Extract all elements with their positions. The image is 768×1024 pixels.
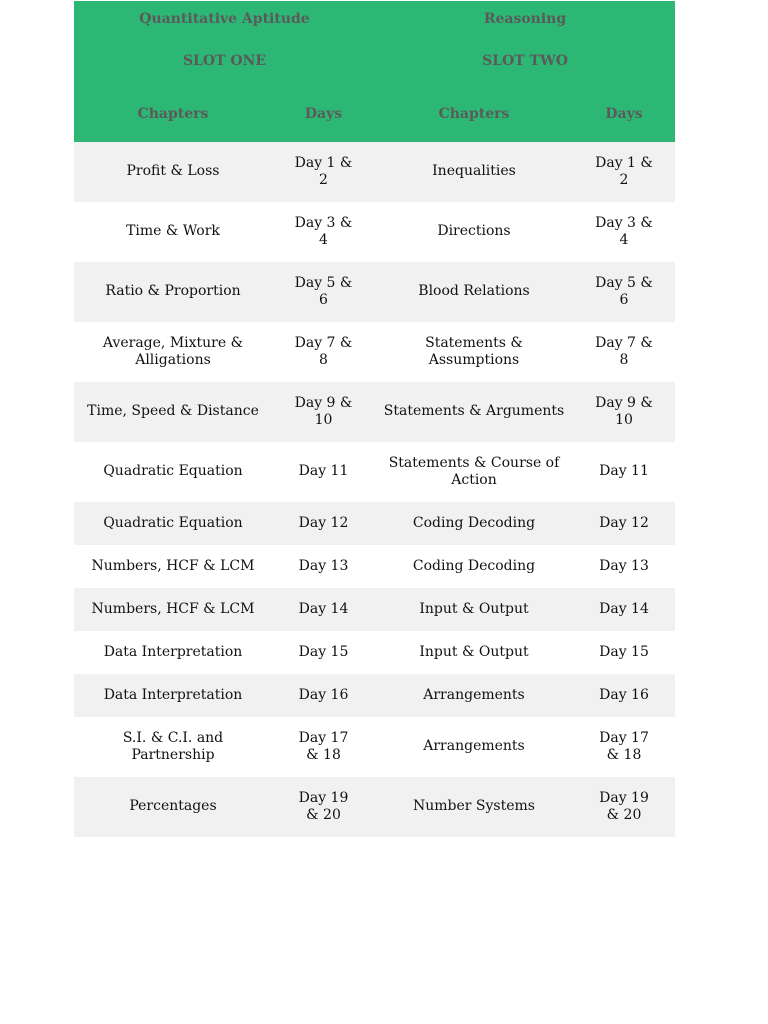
quant-days-cell <box>272 142 375 202</box>
quant-chapter-cell: Numbers, HCF & LCM <box>74 545 272 588</box>
reasoning-chapter-cell: Blood Relations <box>375 262 573 322</box>
table-row <box>74 262 675 322</box>
reasoning-days-text: Day 11 <box>599 463 649 480</box>
study-schedule-table <box>74 1 675 837</box>
table-row <box>74 502 675 545</box>
quant-days-cell <box>272 262 375 322</box>
reasoning-days-cell <box>573 777 675 837</box>
quant-days-text: Day 9 & 10 <box>294 394 353 428</box>
reasoning-days-cell <box>573 262 675 322</box>
quant-chapter-cell: S.I. & C.I. and Partnership <box>74 717 272 777</box>
table-row <box>74 631 675 674</box>
reasoning-chapter-cell: Statements & Course of Action <box>375 442 573 502</box>
slot-header-row <box>74 37 675 85</box>
reasoning-days-cell <box>573 631 675 674</box>
column-header-days-left: Days <box>272 85 375 142</box>
quant-chapter-cell: Profit & Loss <box>74 142 272 202</box>
reasoning-days-text: Day 1 & 2 <box>595 154 653 188</box>
reasoning-days-text: Day 16 <box>599 686 649 703</box>
reasoning-days-text: Day 12 <box>599 514 649 531</box>
quant-days-text: Day 1 & 2 <box>294 154 353 188</box>
quant-days-text: Day 12 <box>298 514 349 531</box>
reasoning-chapter-cell: Coding Decoding <box>375 502 573 545</box>
column-header-days-right: Days <box>573 85 675 142</box>
column-header-chapters-left: Chapters <box>74 85 272 142</box>
quant-chapter-cell: Quadratic Equation <box>74 502 272 545</box>
reasoning-days-cell <box>573 717 675 777</box>
reasoning-days-text: Day 15 <box>599 643 649 660</box>
reasoning-days-cell <box>573 674 675 717</box>
reasoning-chapter-cell: Statements & Assumptions <box>375 322 573 382</box>
quant-chapter-cell: Average, Mixture & Alligations <box>74 322 272 382</box>
table-row <box>74 777 675 837</box>
reasoning-chapter-cell: Arrangements <box>375 674 573 717</box>
reasoning-chapter-cell: Statements & Arguments <box>375 382 573 442</box>
quant-days-text: Day 5 & 6 <box>294 274 353 308</box>
reasoning-days-text: Day 17 & 18 <box>599 729 649 763</box>
reasoning-days-cell <box>573 502 675 545</box>
subject-reasoning: Reasoning <box>375 1 675 37</box>
quant-days-cell <box>272 631 375 674</box>
quant-days-text: Day 19 & 20 <box>298 789 349 823</box>
quant-days-text: Day 14 <box>298 600 349 617</box>
quant-days-cell <box>272 202 375 262</box>
quant-chapter-cell: Time, Speed & Distance <box>74 382 272 442</box>
quant-days-cell <box>272 442 375 502</box>
table-row <box>74 588 675 631</box>
quant-chapter-cell: Numbers, HCF & LCM <box>74 588 272 631</box>
table-row <box>74 545 675 588</box>
slot-two-label: SLOT TWO <box>375 37 675 85</box>
reasoning-chapter-cell: Input & Output <box>375 588 573 631</box>
table-row <box>74 142 675 202</box>
quant-chapter-cell: Quadratic Equation <box>74 442 272 502</box>
reasoning-days-cell <box>573 142 675 202</box>
quant-days-text: Day 3 & 4 <box>294 214 353 248</box>
quant-days-cell <box>272 777 375 837</box>
reasoning-days-cell <box>573 382 675 442</box>
column-header-chapters-right: Chapters <box>375 85 573 142</box>
quant-chapter-cell: Percentages <box>74 777 272 837</box>
reasoning-days-text: Day 7 & 8 <box>595 334 653 368</box>
quant-days-text: Day 17 & 18 <box>298 729 349 763</box>
table-header <box>74 1 675 142</box>
reasoning-days-text: Day 19 & 20 <box>599 789 649 823</box>
reasoning-chapter-cell: Coding Decoding <box>375 545 573 588</box>
quant-days-cell <box>272 588 375 631</box>
reasoning-days-cell <box>573 442 675 502</box>
reasoning-chapter-cell: Number Systems <box>375 777 573 837</box>
quant-days-cell <box>272 382 375 442</box>
subject-header-row <box>74 1 675 37</box>
reasoning-days-cell <box>573 588 675 631</box>
subject-quantitative-aptitude: Quantitative Aptitude <box>74 1 375 37</box>
slot-one-label: SLOT ONE <box>74 37 375 85</box>
quant-chapter-cell: Data Interpretation <box>74 674 272 717</box>
reasoning-days-text: Day 13 <box>599 557 649 574</box>
quant-days-cell <box>272 674 375 717</box>
quant-days-cell <box>272 717 375 777</box>
reasoning-chapter-cell: Directions <box>375 202 573 262</box>
reasoning-chapter-cell: Arrangements <box>375 717 573 777</box>
quant-chapter-cell: Time & Work <box>74 202 272 262</box>
quant-days-cell <box>272 502 375 545</box>
table-body <box>74 142 675 837</box>
quant-days-text: Day 16 <box>298 686 349 703</box>
reasoning-chapter-cell: Inequalities <box>375 142 573 202</box>
quant-days-cell <box>272 322 375 382</box>
table-row <box>74 382 675 442</box>
quant-chapter-cell: Data Interpretation <box>74 631 272 674</box>
reasoning-chapter-cell: Input & Output <box>375 631 573 674</box>
quant-days-text: Day 7 & 8 <box>294 334 353 368</box>
quant-days-text: Day 13 <box>298 557 349 574</box>
table-row <box>74 322 675 382</box>
table-row <box>74 717 675 777</box>
table-row <box>74 674 675 717</box>
table-row <box>74 202 675 262</box>
quant-days-text: Day 15 <box>298 643 349 660</box>
reasoning-days-text: Day 9 & 10 <box>595 394 653 428</box>
quant-days-cell <box>272 545 375 588</box>
reasoning-days-cell <box>573 202 675 262</box>
table-row <box>74 442 675 502</box>
reasoning-days-cell <box>573 322 675 382</box>
reasoning-days-cell <box>573 545 675 588</box>
column-header-row <box>74 85 675 142</box>
quant-chapter-cell: Ratio & Proportion <box>74 262 272 322</box>
reasoning-days-text: Day 5 & 6 <box>595 274 653 308</box>
quant-days-text: Day 11 <box>298 463 349 480</box>
reasoning-days-text: Day 3 & 4 <box>595 214 653 248</box>
reasoning-days-text: Day 14 <box>599 600 649 617</box>
